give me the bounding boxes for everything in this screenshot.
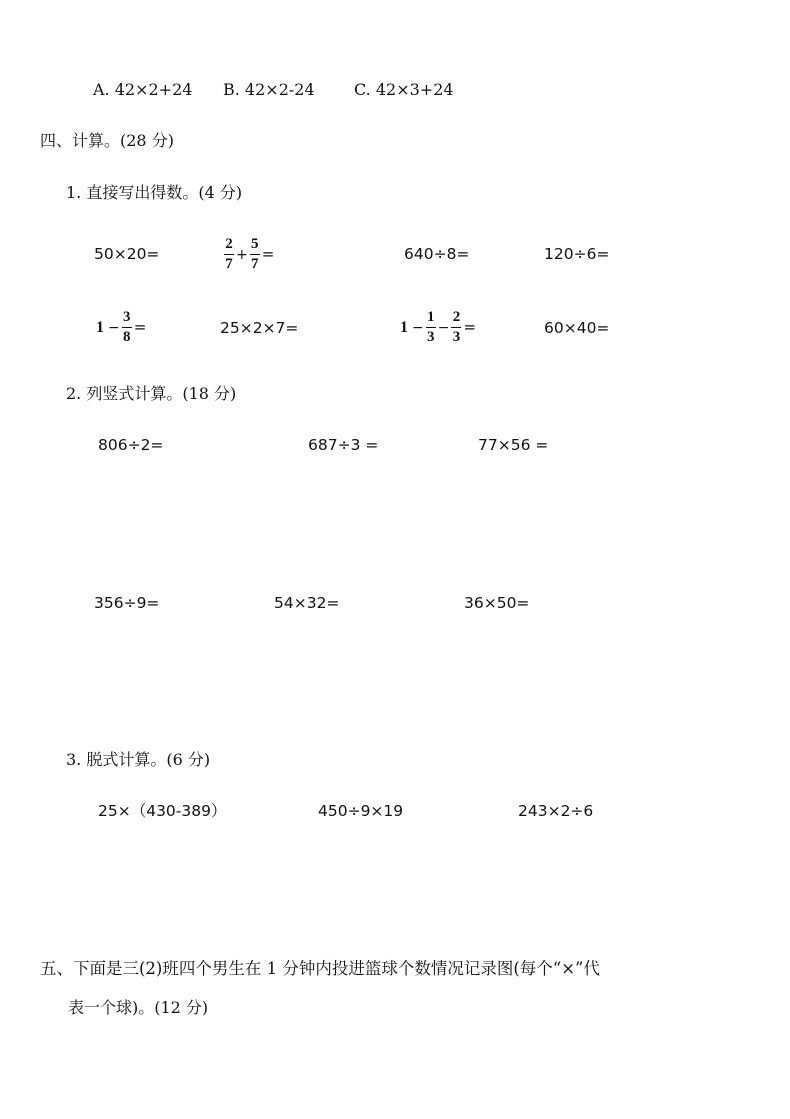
- numerator: 2: [225, 236, 233, 252]
- section-4-heading: 四、计算。(28 分): [40, 131, 174, 150]
- denominator: 7: [250, 256, 259, 272]
- denominator: 7: [225, 256, 233, 272]
- fraction-3-8: [122, 310, 132, 345]
- oral-calc-120div6: 120÷6=: [544, 245, 610, 263]
- vertical-calc-36x50: 36×50=: [464, 594, 530, 612]
- equals-sign: =: [133, 318, 147, 336]
- part-2-title: 2. 列竖式计算。(18 分): [66, 384, 237, 403]
- oral-calc-1-minus-fraction: [96, 310, 146, 345]
- section-5-question-line-2: 表一个球)。(12 分): [68, 998, 209, 1017]
- numerator: 2: [452, 309, 461, 325]
- minus-sign: −: [108, 319, 120, 336]
- oral-calc-60x40: 60×40=: [544, 319, 610, 337]
- denominator: 3: [452, 329, 461, 345]
- vertical-calc-687div3: 687÷3 =: [308, 436, 379, 454]
- minus-sign: −: [437, 319, 450, 336]
- oral-calc-25x2x7: 25×2×7=: [220, 319, 299, 337]
- fraction-2-3: [451, 310, 461, 345]
- oral-calc-1-minus-two-fractions: [400, 310, 476, 345]
- step-calc-1: 25×（430-389）: [98, 802, 227, 820]
- vertical-calc-806div2: 806÷2=: [98, 436, 164, 454]
- part-1-title: 1. 直接写出得数。(4 分): [66, 183, 243, 202]
- oral-calc-640div8: 640÷8=: [404, 245, 470, 263]
- fraction-1-3: [426, 310, 436, 345]
- step-calc-3: 243×2÷6: [518, 802, 594, 820]
- oral-calc-fraction-sum: [224, 235, 274, 272]
- equals-sign: =: [463, 318, 477, 336]
- numerator: 5: [250, 236, 259, 252]
- plus-sign: +: [236, 246, 248, 263]
- section-5-question-line-1: 五、下面是三(2)班四个男生在 1 分钟内投进篮球个数情况记录图(每个“×”代: [40, 959, 600, 978]
- part-3-title: 3. 脱式计算。(6 分): [66, 750, 211, 769]
- choice-option-a: A. 42×2+24: [93, 80, 193, 99]
- vertical-calc-77x56: 77×56 =: [478, 436, 549, 454]
- oral-calc-50x20: 50×20=: [94, 245, 160, 263]
- step-calc-2: 450÷9×19: [318, 802, 404, 820]
- fraction-5-7: [250, 237, 260, 272]
- whole-number: 1: [400, 318, 408, 336]
- vertical-calc-356div9: 356÷9=: [94, 594, 160, 612]
- fraction-2-7: [224, 237, 234, 272]
- vertical-calc-54x32: 54×32=: [274, 594, 340, 612]
- denominator: 8: [122, 329, 131, 345]
- numerator: 3: [122, 309, 131, 325]
- choice-option-c: C. 42×3+24: [354, 80, 454, 99]
- denominator: 3: [426, 329, 435, 345]
- minus-sign: −: [412, 319, 424, 336]
- whole-number: 1: [96, 318, 104, 336]
- choice-option-b: B. 42×2-24: [223, 80, 315, 99]
- equals-sign: =: [261, 245, 275, 263]
- numerator: 1: [426, 309, 435, 325]
